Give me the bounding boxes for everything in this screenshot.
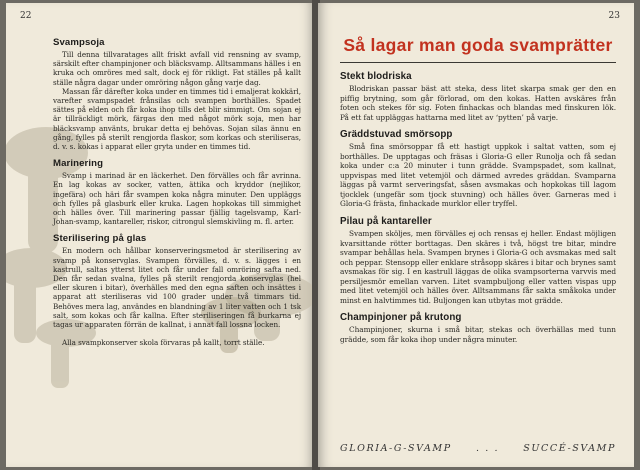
recipe-heading: Champinjoner på krutong	[340, 312, 462, 324]
divider	[340, 62, 616, 63]
section-heading: Svampsoja	[53, 37, 105, 48]
page-number-right: 23	[608, 11, 620, 21]
recipe-text: Blodriskan passar bäst att steka, dess litet skarpa smak ger den en piffig brytning, som går förlorad, om den kokas. Hatten avskäres från foten och stekes för sig. Foten finhackas och blandas med finskuren lök. På ett fat uppläggas hattarna med litet av ‘pytten’ på varje.	[340, 84, 616, 122]
paragraph: Massan får därefter koka under en timmes tid i emaljerat kokkärl, varefter svampspadet frånsilas och svampen borthälles. Spadet sättes på elden och får koka ihop tills det blir simmigt. Om sojan ej är tillräckligt mörk, färgas den med något mörk soja, men har bläcksvamp använts, brukar detta ej behövas. Sojan silas ännu en gång, fylles på sterilt rengjorda flaskor, som korkas och steriliseras, d. v. s. kokas i apparat eller gryta under en timmes tid.	[53, 86, 301, 152]
page-title: Så lagar man goda svamprätter	[343, 35, 613, 55]
recipe-text: Champinjoner, skurna i små bitar, stekas och överhällas med tunn grädde, som får koka ihop under några minuter.	[340, 325, 616, 344]
right-column	[340, 35, 616, 344]
paragraph: En modern och hållbar konserveringsmetod är sterilisering av svamp på konservglas. Svampen förvälles, d. v. s. lägges i en kastrull, saltas ytterst litet och får under fall omröring safta ned. Den får sedan svalna, fylles på sterilt rengjorda konservglas (hel eller skuren i bitar), överhälles med den egna saften och insättes i apparat att steriliseras vid 100 grader under två timmars tid. Behöves mera lag, användes en blandning av 1 liter vatten och 1 tsk salt, som kokas och får kallna. Efter steriliseringen få burkarna ej tagas ur apparaten förrän de kallnat, i annat fall lossna locken.	[53, 246, 301, 330]
left-column	[53, 37, 301, 347]
footer-brand-right: SUCCÉ-SVAMP	[523, 443, 616, 454]
footer-brand-left: GLORIA-G-SVAMP	[340, 443, 452, 454]
recipe-heading: Pilau på kantareller	[340, 216, 432, 228]
paragraph: Svamp i marinad är en läckerhet. Den förvälles och får avrinna. En lag kokas av socker, vatten, ättika och kryddor (nejlikor, ingefära) och häri får svampen koka några minuter. Den uppläggs och fylles på glasburk eller kruka. Lagen hopkokas till simmighet och hälles över. Till marinering passar fjällig tagelsvamp, Karl-Johan-svamp, kantareller, riskor, citrongul slemskivling m. fl. arter.	[53, 171, 301, 227]
footer-separator: . . .	[475, 443, 500, 454]
left-page	[6, 3, 314, 467]
recipe-heading: Gräddstuvad smörsopp	[340, 129, 453, 141]
section-heading: Sterilisering på glas	[53, 233, 147, 245]
recipe-text: Små fina smörsoppar få ett hastigt uppkok i saltat vatten, som ej borthälles. De upptagas och fräsas i Gloria-G eller Runolja och få sedan koka under c:a 20 minuter i tunn grädde. Svampspadet, som kallnat, uppvispas med litet vetemjöl och därmed avredes gräddan. Svamparna läggas på varmt serveringsfat, såsen avsmakas och hopkokas till lagom tjocklek (ungefär som tjock stuvning) och hälles över. Garneras med i Gloria-G frästa, finhackade murklor eller tryffel.	[340, 142, 616, 209]
page-number-left: 22	[20, 11, 32, 21]
recipe-text: Svampen sköljes, men förvälles ej och rensas ej heller. Endast möjligen kvarsittande rötter borttagas. Den skäres i två, högst tre bitar, mindre svampar behållas hela. Svampen brynes i Gloria-G och avsmakas med salt och peppar. Stensopp eller enklare stråsopp skäres i bitar och brynes samt avsmakas för sig. I en kastrull läggas de olika svampsorterna varvvis med persiljesmör emellan varven. Litet svampbuljong eller vatten vispas upp med litet vetemjöl och hälles över. Alltsammans får sakta småkoka under minst en halvtimmes tid. Buljongen kan utbytas mot grädde.	[340, 229, 616, 305]
paragraph: Alla svampkonserver skola förvaras på kallt, torrt ställe.	[62, 338, 265, 348]
paragraph: Till denna tillvaratages allt friskt avfall vid rensning av svamp, särskilt efter champinjoner och bläcksvamp. Alltsammans hälles i en kruka och omröres med salt, dock ej för rikligt. Fat ställes på kallt ställe några dagar under omröring någon gång varje dag.	[53, 50, 301, 87]
recipe-heading: Stekt blodriska	[340, 71, 412, 82]
page-footer	[340, 443, 616, 454]
right-page	[318, 3, 634, 467]
section-heading: Marinering	[53, 158, 104, 170]
